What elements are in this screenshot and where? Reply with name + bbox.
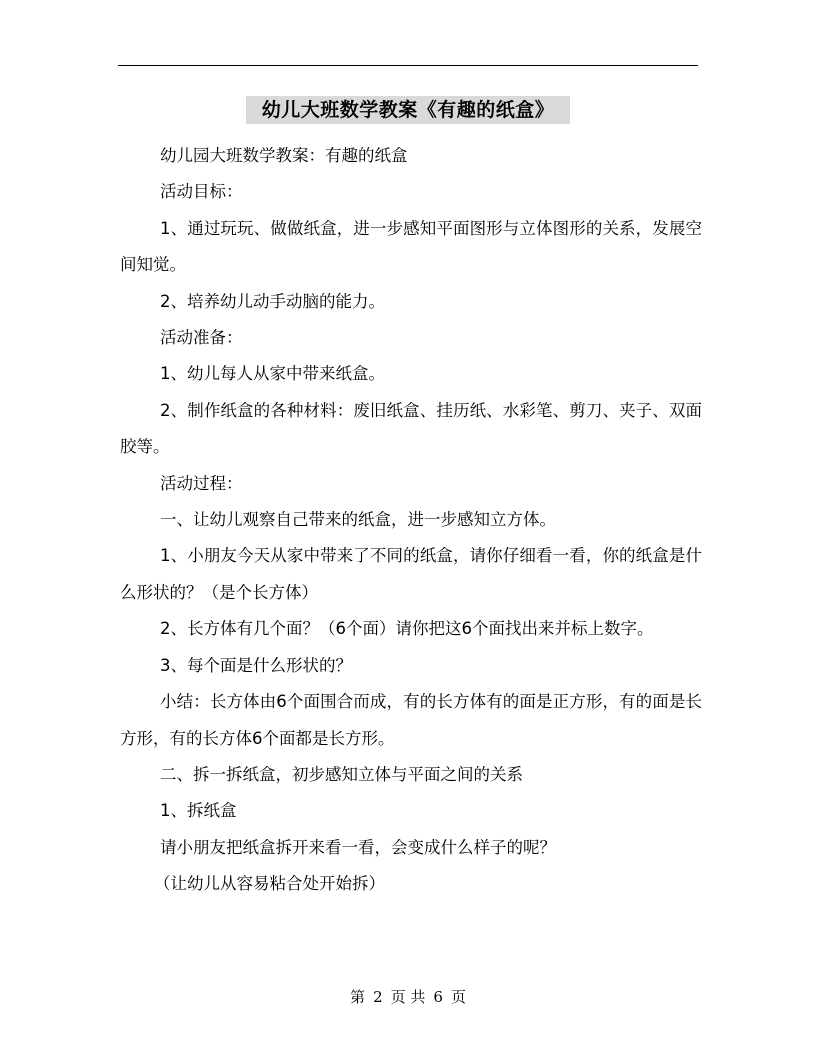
paragraph: 2、长方体有几个面？（6个面）请你把这6个面找出来并标上数字。 — [160, 619, 654, 639]
document-title: 幼儿大班数学教案《有趣的纸盒》 — [246, 96, 570, 124]
page-footer — [0, 986, 816, 1007]
footer-prefix: 第 — [350, 988, 366, 1006]
paragraph: 活动准备： — [160, 328, 243, 348]
paragraph: 3、每个面是什么形状的？ — [160, 655, 352, 675]
document-body — [120, 138, 702, 903]
paragraph: 2、制作纸盒的各种材料：废旧纸盒、挂历纸、水彩笔、剪刀、夹子、双面胶等。 — [120, 400, 702, 457]
footer-page-number: 2 — [373, 988, 383, 1006]
footer-suffix: 页 — [450, 988, 466, 1006]
paragraph: 1、拆纸盒 — [160, 801, 237, 821]
footer-total-pages: 6 — [433, 988, 443, 1006]
paragraph: （让幼儿从容易粘合处开始拆） — [154, 874, 385, 894]
paragraph: 小结：长方体由6个面围合而成，有的长方体有的面是正方形，有的面是长方形，有的长方体6个面都是长方形。 — [120, 692, 702, 748]
paragraph: 1、幼儿每人从家中带来纸盒。 — [160, 364, 385, 384]
paragraph: 1、小朋友今天从家中带来了不同的纸盒，请你仔细看一看，你的纸盒是什么形状的？（是个长方体） — [120, 546, 702, 602]
paragraph: 活动过程： — [160, 473, 243, 493]
paragraph: 幼儿园大班数学教案：有趣的纸盒 — [160, 146, 408, 165]
paragraph: 一、让幼儿观察自己带来的纸盒，进一步感知立方体。 — [160, 510, 556, 530]
paragraph: 1、通过玩玩、做做纸盒，进一步感知平面图形与立体图形的关系，发展空间知觉。 — [120, 218, 702, 275]
header-rule — [118, 65, 698, 66]
paragraph: 活动目标： — [160, 182, 243, 202]
paragraph: 2、培养幼儿动手动脑的能力。 — [160, 291, 385, 311]
paragraph: 请小朋友把纸盒拆开来看一看，会变成什么样子的呢？ — [160, 837, 556, 857]
footer-middle: 页 共 — [390, 988, 426, 1006]
paragraph: 二、拆一拆纸盒，初步感知立体与平面之间的关系 — [160, 764, 523, 784]
